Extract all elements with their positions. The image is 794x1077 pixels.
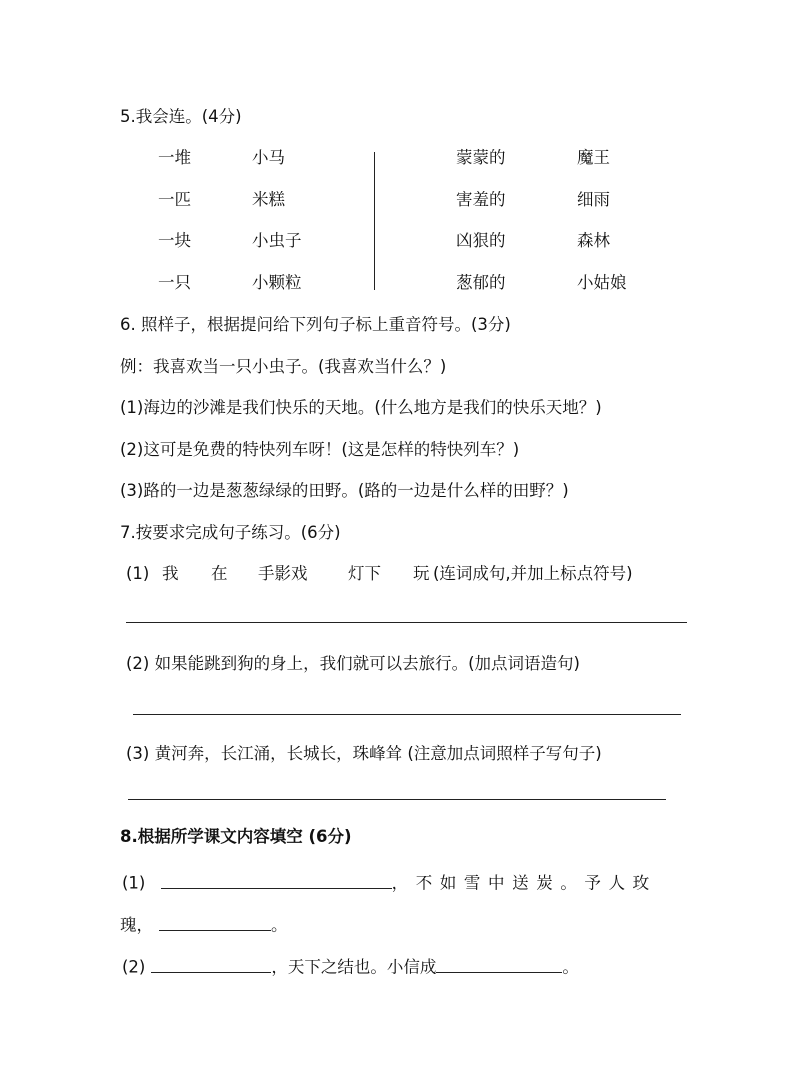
q7-item1-answer-line[interactable] (126, 622, 687, 623)
q5-right-noun-1: 魔王 (577, 148, 610, 167)
q7-item1-word-4: 灯下 (348, 564, 381, 583)
q5-column-divider (374, 152, 375, 290)
q8-item2-end: 。 (562, 957, 579, 977)
q8-item1-text: ，不如雪中送炭。予人玫 (391, 873, 657, 893)
q5-heading: 5.我会连。(4分) (120, 107, 242, 126)
q5-left-noun-2: 米糕 (252, 190, 285, 209)
q7-heading: 7.按要求完成句子练习。(6分) (120, 523, 341, 542)
q8-item1-end: 。 (271, 915, 288, 935)
q5-left-word-4: 一只 (158, 273, 191, 292)
q7-item2-answer-line[interactable] (133, 714, 681, 715)
q8-item2-line (122, 955, 579, 976)
q5-left-word-3: 一块 (158, 231, 191, 250)
q8-heading: 8.根据所学课文内容填空 (6分) (120, 827, 352, 846)
q5-right-adj-3: 凶狠的 (456, 231, 506, 250)
q8-item1-blank-1[interactable] (161, 871, 392, 889)
q6-heading: 6. 照样子，根据提问给下列句子标上重音符号。(3分) (120, 315, 511, 334)
q8-item1-continuation: 瑰， (120, 915, 153, 935)
q8-item1-number: (1) (122, 873, 146, 893)
q5-left-noun-1: 小马 (252, 148, 285, 167)
q8-item2-blank-1[interactable] (151, 955, 271, 973)
q5-left-noun-4: 小颗粒 (252, 273, 302, 292)
q7-item1-word-3: 手影戏 (258, 564, 308, 583)
q5-right-adj-2: 害羞的 (456, 190, 506, 209)
q5-left-word-1: 一堆 (158, 148, 191, 167)
q7-item1-word-5: 玩 (413, 564, 430, 583)
q6-example: 例：我喜欢当一只小虫子。(我喜欢当什么？) (120, 357, 447, 376)
q8-item2-blank-2[interactable] (436, 955, 562, 973)
q8-item1-blank-2[interactable] (159, 913, 271, 931)
q6-item-3: (3)路的一边是葱葱绿绿的田野。(路的一边是什么样的田野？) (120, 481, 569, 500)
q7-item1-instruction: (连词成句,并加上标点符号) (433, 564, 633, 583)
q7-item3: (3) 黄河奔，长江涌，长城长，珠峰耸 (注意加点词照样子写句子) (126, 744, 602, 763)
q5-left-noun-3: 小虫子 (252, 231, 302, 250)
q5-right-adj-4: 葱郁的 (456, 273, 506, 292)
q8-item2-number: (2) (122, 957, 146, 977)
q7-item1-word-2: 在 (211, 564, 228, 583)
q8-item2-middle: ，天下之结也。小信成 (271, 957, 437, 977)
q6-item-2: (2)这可是免费的特快列车呀！(这是怎样的特快列车？) (120, 440, 520, 459)
q7-item1-word-1: 我 (162, 564, 179, 583)
q6-item-1: (1)海边的沙滩是我们快乐的天地。(什么地方是我们的快乐天地？) (120, 398, 602, 417)
q7-item2: (2) 如果能跳到狗的身上，我们就可以去旅行。(加点词语造句) (126, 654, 580, 673)
q5-right-noun-3: 森林 (577, 231, 610, 250)
q5-right-noun-2: 细雨 (577, 190, 610, 209)
q5-right-noun-4: 小姑娘 (577, 273, 627, 292)
q7-item3-answer-line[interactable] (128, 799, 666, 800)
q8-item1-line1 (122, 871, 657, 892)
q8-item1-line2 (120, 913, 288, 934)
q5-left-word-2: 一匹 (158, 190, 191, 209)
q5-right-adj-1: 蒙蒙的 (456, 148, 506, 167)
q7-item1-number: (1) (126, 564, 150, 583)
